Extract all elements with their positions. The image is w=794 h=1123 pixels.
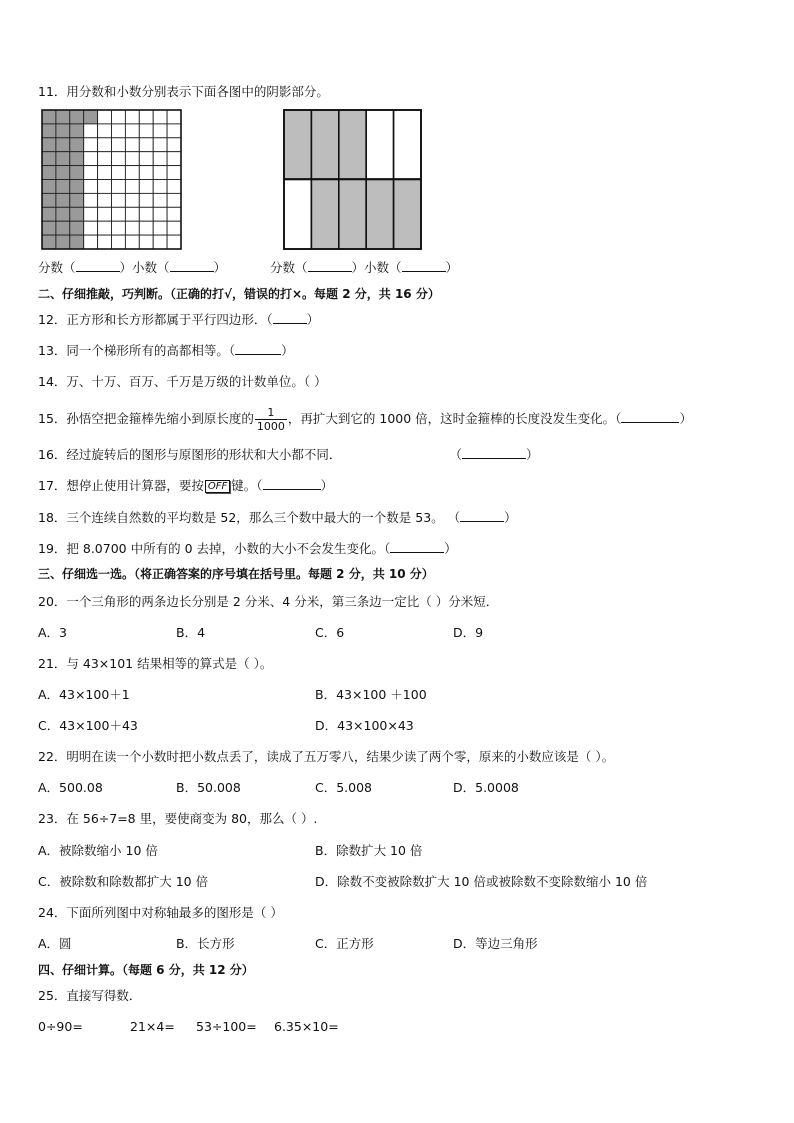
answer-blank[interactable] [263, 478, 321, 490]
grid-cell [167, 207, 181, 221]
answer-blank[interactable] [170, 260, 214, 272]
grid-cell-shaded [70, 180, 84, 194]
grid-cell-shaded [42, 138, 56, 152]
q22-option-b[interactable]: B．50.008 [176, 780, 241, 795]
section-4-heading: 四、仔细计算。（每题 6 分，共 12 分） [38, 963, 254, 977]
q24-option-b[interactable]: B．长方形 [176, 936, 235, 951]
grid-cell-shaded [42, 207, 56, 221]
grid-cell [139, 207, 153, 221]
q22-option-d[interactable]: D．5.0008 [453, 780, 519, 795]
grid-cell [112, 166, 126, 180]
grid-cell-shaded [70, 207, 84, 221]
strip-cell-shaded [366, 180, 393, 250]
question-23: 23．在 56÷7=8 里，要使商变为 80，那么（ ）. [38, 811, 318, 826]
grid-cell [139, 235, 153, 249]
grid-cell [112, 235, 126, 249]
grid-cell-shaded [42, 180, 56, 194]
strip-cell [366, 110, 393, 180]
q21-option-c[interactable]: C．43×100＋43 [38, 718, 138, 733]
grid-cell [84, 166, 98, 180]
grid-cell [98, 193, 112, 207]
grid-cell-shaded [42, 124, 56, 138]
q11-answer-line-2: 分数（ ）小数（ ） [270, 260, 459, 275]
grid-cell-shaded [56, 152, 70, 166]
grid-cell [153, 207, 167, 221]
answer-blank[interactable] [462, 447, 526, 459]
question-21: 21．与 43×101 结果相等的算式是（ ）。 [38, 656, 273, 671]
grid-cell-shaded [70, 235, 84, 249]
grid-cell [139, 110, 153, 124]
grid-cell [84, 124, 98, 138]
grid-cell-shaded [70, 138, 84, 152]
grid-cell [98, 180, 112, 194]
answer-blank[interactable] [76, 260, 120, 272]
grid-cell [125, 221, 139, 235]
grid-cell [112, 221, 126, 235]
grid-cell [153, 235, 167, 249]
question-13: 13．同一个梯形所有的高都相等。（ ） [38, 343, 294, 358]
grid-cell-shaded [42, 166, 56, 180]
grid-cell-shaded [84, 110, 98, 124]
grid-cell [167, 152, 181, 166]
q21-option-d[interactable]: D．43×100×43 [315, 718, 414, 733]
grid-cell [125, 193, 139, 207]
q23-option-a[interactable]: A．被除数缩小 10 倍 [38, 843, 158, 858]
grid-cell-shaded [70, 152, 84, 166]
grid-cell [98, 138, 112, 152]
grid-cell [98, 110, 112, 124]
grid-cell-shaded [42, 235, 56, 249]
question-15: 15．孙悟空把金箍棒先缩小到原长度的 $\frac{1}{1000}$ ，再扩大到它的 1000 倍，这时金箍棒的长度没发生变化。（ ） [38, 406, 692, 433]
question-22: 22．明明在读一个小数时把小数点丢了，读成了五万零八，结果少读了两个零，原来的小数应该是（ ）。 [38, 749, 615, 764]
q20-option-d[interactable]: D．9 [453, 625, 484, 640]
grid-cell [84, 221, 98, 235]
grid-cell [153, 166, 167, 180]
grid-cell [125, 166, 139, 180]
grid-cell [167, 180, 181, 194]
answer-blank[interactable] [273, 312, 307, 324]
grid-cell [167, 235, 181, 249]
q21-option-b[interactable]: B．43×100 ＋100 [315, 687, 427, 702]
grid-cell [167, 221, 181, 235]
grid-cell [112, 207, 126, 221]
grid-cell [139, 166, 153, 180]
grid-cell-shaded [42, 221, 56, 235]
grid-cell [98, 221, 112, 235]
grid-cell [125, 110, 139, 124]
grid-cell [153, 152, 167, 166]
grid-cell [125, 180, 139, 194]
grid-cell [153, 138, 167, 152]
grid-cell [98, 166, 112, 180]
grid-cell [84, 180, 98, 194]
calc-expression: 0÷90= [38, 1019, 83, 1034]
grid-cell [125, 235, 139, 249]
grid-cell [167, 138, 181, 152]
rectangle-strip-figure [283, 109, 423, 251]
grid-cell-shaded [56, 193, 70, 207]
grid-cell [125, 124, 139, 138]
fraction-1-1000: $\frac{1}{1000}$ [256, 406, 285, 433]
grid-cell [125, 152, 139, 166]
grid-cell-shaded [56, 110, 70, 124]
q24-option-a[interactable]: A．圆 [38, 936, 72, 951]
calc-expression: 6.35×10= [274, 1019, 339, 1034]
grid-cell [98, 124, 112, 138]
answer-blank[interactable] [235, 343, 281, 355]
calc-expression: 21×4= [130, 1019, 175, 1034]
q11-stem: 11．用分数和小数分别表示下面各图中的阴影部分。 [38, 84, 329, 99]
section-2-heading: 二、仔细推敲，巧判断。（正确的打√，错误的打×。每题 2 分，共 16 分） [38, 287, 440, 301]
strip-cell-shaded [284, 110, 311, 180]
grid-cell [139, 152, 153, 166]
grid-cell [84, 207, 98, 221]
question-14: 14．万、十万、百万、千万是万级的计数单位。（ ） [38, 374, 327, 389]
off-key-icon: OFF [205, 480, 230, 493]
strip-cell [284, 180, 311, 250]
grid-cell [84, 152, 98, 166]
grid-cell [98, 152, 112, 166]
grid-cell [139, 124, 153, 138]
grid-cell-shaded [56, 235, 70, 249]
grid-cell [153, 124, 167, 138]
grid-cell [139, 221, 153, 235]
strip-cell [394, 110, 421, 180]
grid-cell-shaded [56, 207, 70, 221]
q20-option-b[interactable]: B．4 [176, 625, 206, 640]
q23-option-d[interactable]: D．除数不变被除数扩大 10 倍或被除数不变除数缩小 10 倍 [315, 874, 648, 889]
grid-cell [112, 138, 126, 152]
question-17: 17．想停止使用计算器，要按 OFF 键。（ ） [38, 478, 334, 493]
strip-cell-shaded [311, 180, 338, 250]
question-25: 25．直接写得数． [38, 988, 142, 1003]
grid-cell-shaded [70, 221, 84, 235]
answer-blank[interactable] [390, 541, 444, 553]
grid-cell [153, 193, 167, 207]
grid-cell-shaded [56, 124, 70, 138]
grid-cell [167, 166, 181, 180]
grid-cell [139, 180, 153, 194]
q20-option-c[interactable]: C．6 [315, 625, 345, 640]
q23-option-c[interactable]: C．被除数和除数都扩大 10 倍 [38, 874, 209, 889]
grid-cell [112, 152, 126, 166]
grid-cell-shaded [70, 124, 84, 138]
grid-cell [84, 138, 98, 152]
q24-option-d[interactable]: D．等边三角形 [453, 936, 538, 951]
q11-answer-line-1: 分数（ ）小数（ ） [38, 260, 227, 275]
question-16: 16．经过旋转后的图形与原图形的形状和大小都不同． （ ） [38, 447, 539, 462]
grid-cell [112, 180, 126, 194]
strip-cell-shaded [394, 180, 421, 250]
grid-cell [98, 235, 112, 249]
grid-cell-shaded [56, 138, 70, 152]
q22-option-a[interactable]: A．500.08 [38, 780, 103, 795]
answer-blank[interactable] [308, 260, 352, 272]
grid-cell [112, 124, 126, 138]
grid-cell [125, 138, 139, 152]
grid-cell [167, 110, 181, 124]
section-3-heading: 三、仔细选一选。（将正确答案的序号填在括号里。每题 2 分，共 10 分） [38, 567, 434, 581]
q20-option-a[interactable]: A．3 [38, 625, 68, 640]
grid-cell [98, 207, 112, 221]
grid-cell [167, 193, 181, 207]
grid-cell [84, 193, 98, 207]
answer-blank[interactable] [402, 260, 446, 272]
calc-expression: 53÷100= [196, 1019, 257, 1034]
grid-cell [153, 110, 167, 124]
answer-blank[interactable] [460, 510, 504, 522]
grid-cell [153, 180, 167, 194]
q21-option-a[interactable]: A．43×100＋1 [38, 687, 130, 702]
grid-cell [139, 193, 153, 207]
grid-cell [125, 207, 139, 221]
grid-cell [153, 221, 167, 235]
question-24: 24．下面所列图中对称轴最多的图形是（ ） [38, 905, 283, 920]
strip-cell-shaded [311, 110, 338, 180]
hundred-grid-figure [41, 109, 183, 251]
grid-cell-shaded [70, 110, 84, 124]
q23-option-b[interactable]: B．除数扩大 10 倍 [315, 843, 423, 858]
q24-option-c[interactable]: C．正方形 [315, 936, 374, 951]
grid-cell [112, 193, 126, 207]
strip-cell-shaded [339, 110, 366, 180]
strip-cell-shaded [339, 180, 366, 250]
question-18: 18．三个连续自然数的平均数是 52，那么三个数中最大的一个数是 53。 （ ） [38, 510, 517, 525]
grid-cell-shaded [56, 221, 70, 235]
grid-cell [139, 138, 153, 152]
grid-cell-shaded [56, 180, 70, 194]
grid-cell [84, 235, 98, 249]
grid-cell-shaded [70, 166, 84, 180]
grid-cell [167, 124, 181, 138]
grid-cell-shaded [70, 193, 84, 207]
grid-cell [112, 110, 126, 124]
grid-cell-shaded [42, 110, 56, 124]
grid-cell-shaded [42, 193, 56, 207]
question-20: 20．一个三角形的两条边长分别是 2 分米、4 分米，第三条边一定比（ ）分米短． [38, 594, 499, 609]
question-19: 19．把 8.0700 中所有的 0 去掉，小数的大小不会发生变化。（ ） [38, 541, 457, 556]
grid-cell-shaded [42, 152, 56, 166]
grid-cell-shaded [56, 166, 70, 180]
question-12: 12．正方形和长方形都属于平行四边形．（ ） [38, 312, 320, 327]
q22-option-c[interactable]: C．5.008 [315, 780, 373, 795]
answer-blank[interactable] [621, 411, 679, 423]
